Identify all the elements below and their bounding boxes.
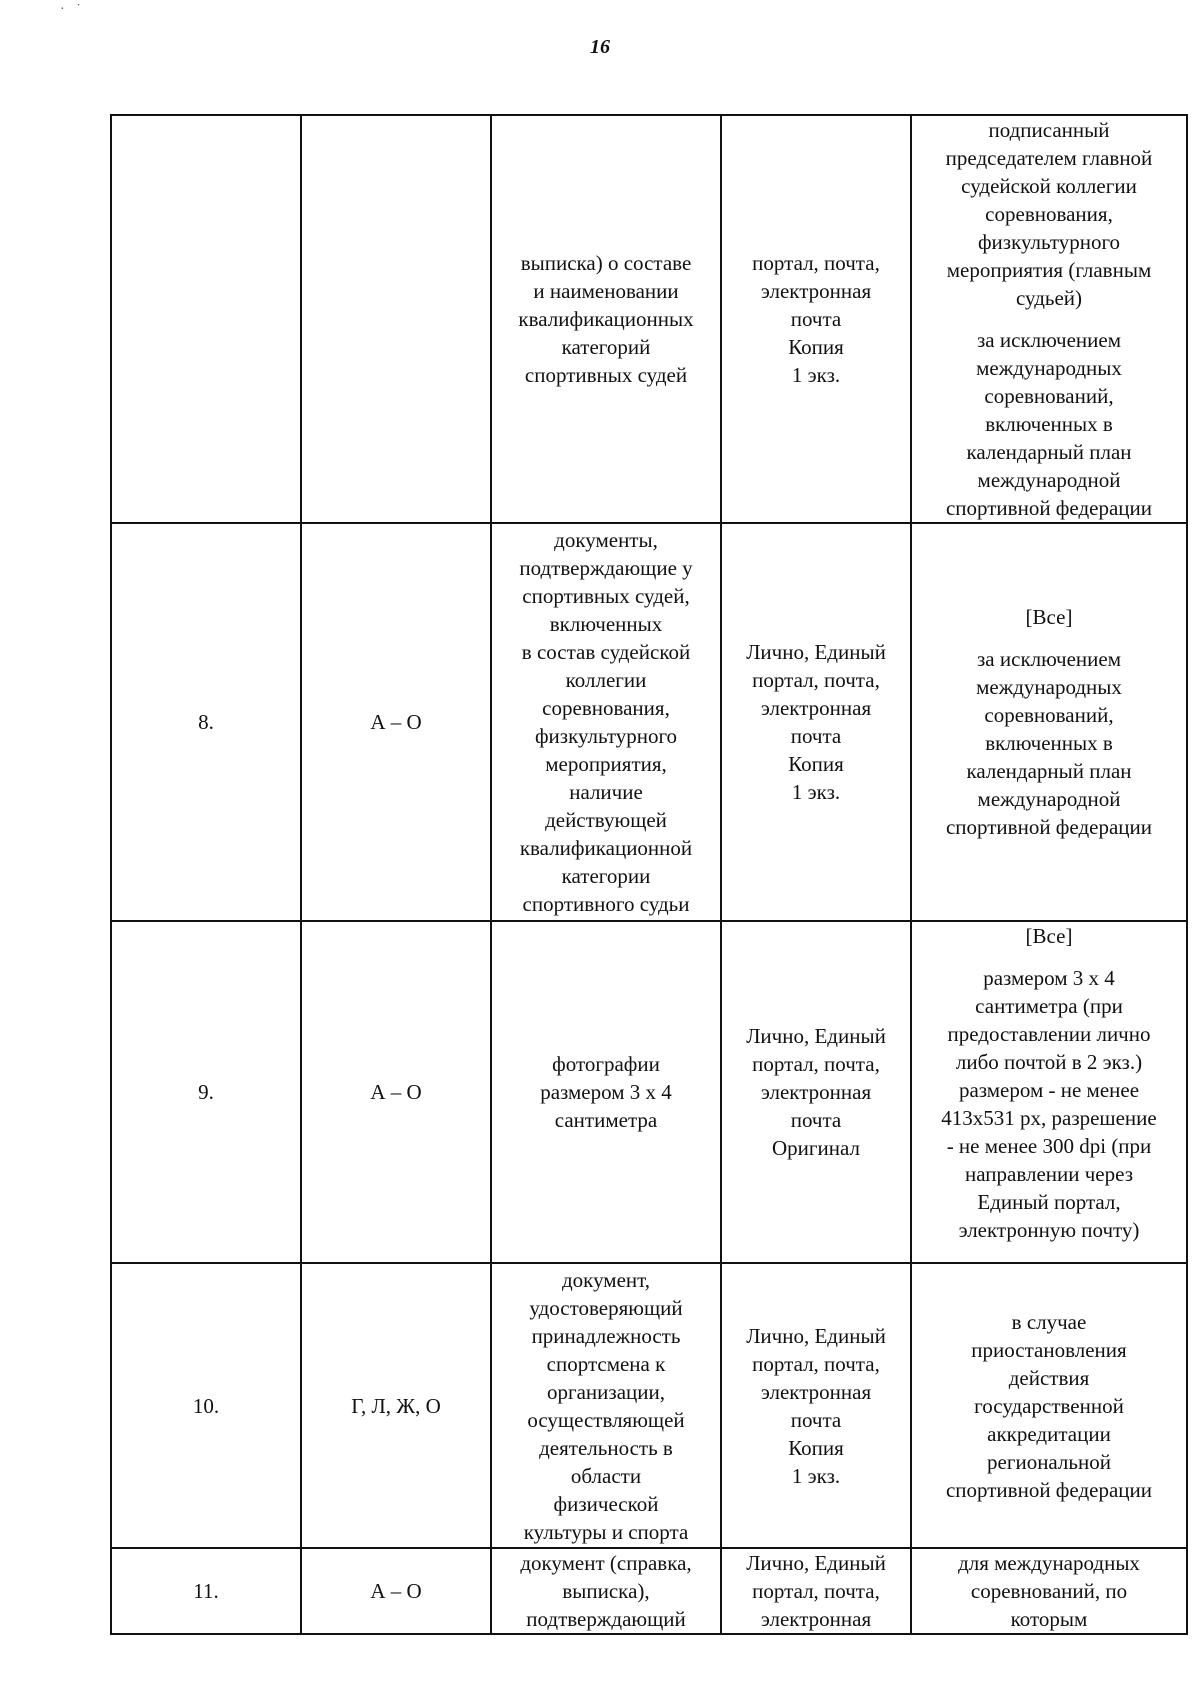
requirements-table bbox=[110, 114, 1188, 1635]
document-cell: документы, подтверждающие у спортивных судей, включенных в состав судейской коллегии соревнования, физкультурного мероприятия, наличие действующей квалификационной категории спортивного судьи bbox=[491, 523, 721, 921]
row-number-cell: 11. bbox=[111, 1548, 301, 1634]
method-cell: Лично, Единый портал, почта, электронная bbox=[721, 1548, 911, 1634]
scan-corner-mark: · ˙ bbox=[60, 2, 85, 17]
row-number-cell: 8. bbox=[111, 523, 301, 921]
note-bottom: для международных соревнований, по которым bbox=[958, 1551, 1140, 1631]
note-bottom: в случае приостановления действия государственной аккредитации региональной спортивной федерации bbox=[945, 1309, 1153, 1502]
note-top: [Все] bbox=[1025, 605, 1073, 629]
note-cell bbox=[911, 921, 1187, 1263]
groups-cell: А – О bbox=[301, 1548, 491, 1634]
groups-cell: А – О bbox=[301, 523, 491, 921]
note-cell bbox=[911, 115, 1187, 523]
note-top: подписанный председателем главной судейской коллегии соревнования, физкультурного мероприятия (главным судьей) bbox=[945, 118, 1153, 310]
note-top: [Все] bbox=[1025, 924, 1073, 948]
note-bottom: за исключением международных соревнований, включенных в календарный план международной спортивной федерации bbox=[945, 647, 1153, 839]
page-number: 16 bbox=[590, 36, 610, 58]
note-cell bbox=[911, 1263, 1187, 1548]
row-number-cell: 9. bbox=[111, 921, 301, 1263]
method-cell: Лично, Единый портал, почта, электронная почта Оригинал bbox=[721, 921, 911, 1263]
document-cell: документ, удостоверяющий принадлежность спортсмена к организации, осуществляющей деятельность в области физической культуры и спорта bbox=[491, 1263, 721, 1548]
note-cell bbox=[911, 523, 1187, 921]
document-cell: выписка) о составе и наименовании квалификационных категорий спортивных судей bbox=[491, 115, 721, 523]
document-cell: фотографии размером 3 х 4 сантиметра bbox=[491, 921, 721, 1263]
note-bottom: размером 3 х 4 сантиметра (при предоставлении лично либо почтой в 2 экз.) размером - не менее 413x531 px, разрешение - не менее 300 dpi (при направлении через Единый портал, электронную почту) bbox=[941, 966, 1157, 1242]
method-cell: Лично, Единый портал, почта, электронная почта Копия 1 экз. bbox=[721, 1263, 911, 1548]
note-bottom: за исключением международных соревнований, включенных в календарный план международной спортивной федерации bbox=[945, 328, 1153, 520]
table-row bbox=[111, 523, 1187, 921]
table-row bbox=[111, 1263, 1187, 1548]
groups-cell: Г, Л, Ж, О bbox=[301, 1263, 491, 1548]
table-row bbox=[111, 921, 1187, 1263]
row-number-cell: 10. bbox=[111, 1263, 301, 1548]
method-cell: портал, почта, электронная почта Копия 1 экз. bbox=[721, 115, 911, 523]
groups-cell bbox=[301, 115, 491, 523]
document-cell: документ (справка, выписка), подтверждающий bbox=[491, 1548, 721, 1634]
table-row bbox=[111, 1548, 1187, 1634]
note-cell bbox=[911, 1548, 1187, 1634]
groups-cell: А – О bbox=[301, 921, 491, 1263]
row-number-cell bbox=[111, 115, 301, 523]
table-row bbox=[111, 115, 1187, 523]
method-cell: Лично, Единый портал, почта, электронная почта Копия 1 экз. bbox=[721, 523, 911, 921]
